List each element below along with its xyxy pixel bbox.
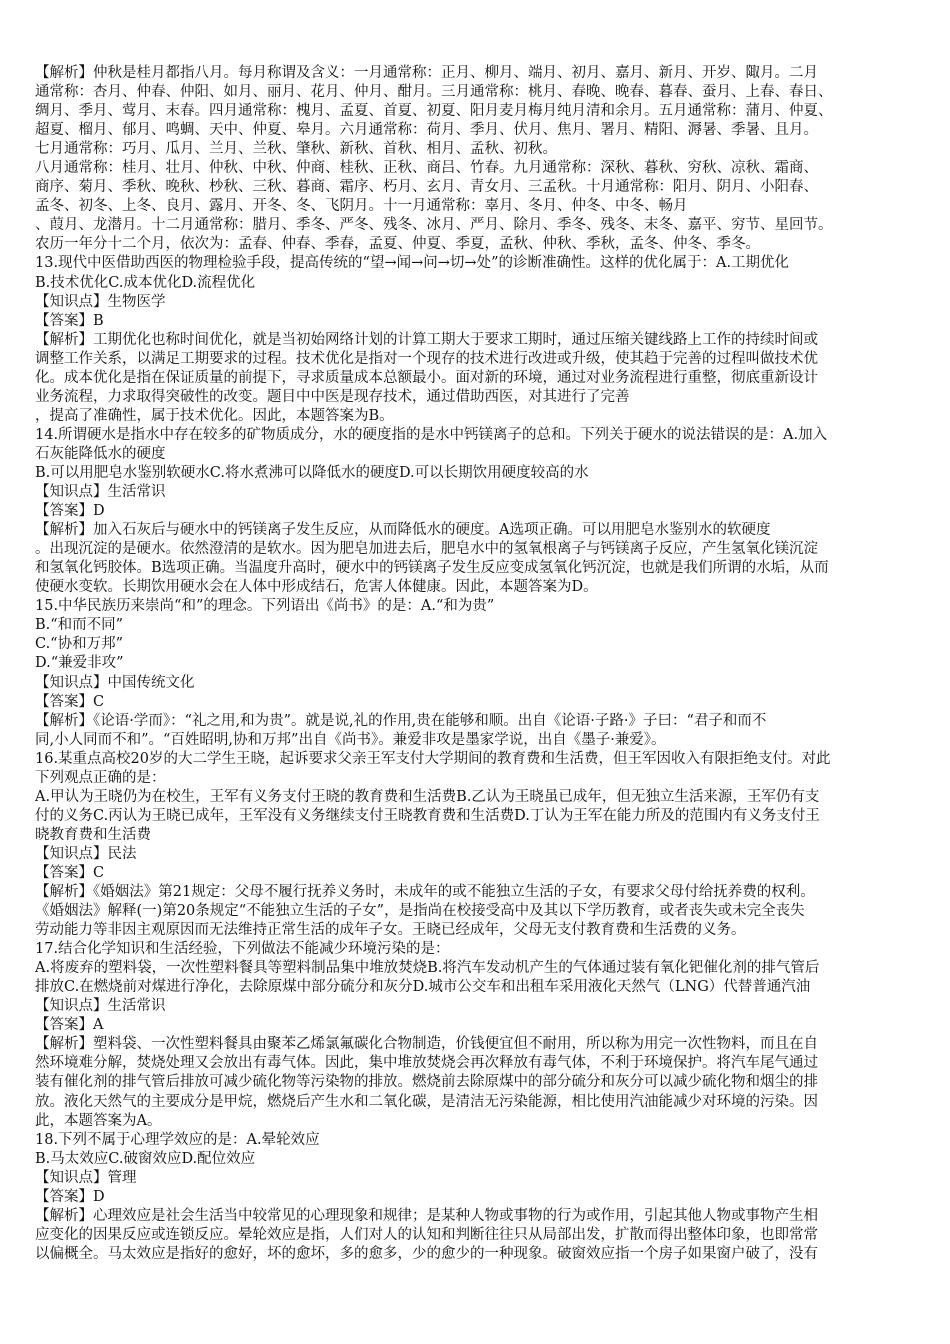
question-13-answer: 【答案】B bbox=[35, 312, 104, 329]
text-line: 放。液化天然气的主要成分是甲烷，燃烧后产生水和二氧化碳，是清洁无污染能源，相比使用汽油能减少对环境的污染。因 bbox=[35, 1093, 818, 1110]
text-line: 同,小人同而不和”。“百姓昭明,协和万邦”出自《尚书》。兼爱非攻是墨家学说，出自《墨子·兼爱》。 bbox=[35, 731, 666, 748]
text-line: 调整工作关系，以满足工期要求的过程。技术优化是指对一个现存的技术进行改进或升级，使其趋于完善的过程叫做技术优 bbox=[35, 350, 818, 367]
text-line: 应变化的因果反应或连锁反应。晕轮效应是指，人们对人的认知和判断往往只从局部出发，扩散而得出整体印象，也即常常 bbox=[35, 1226, 818, 1243]
question-17-stem: 17.结合化学知识和生活经验，下列做法不能减少环境污染的是： bbox=[35, 941, 450, 958]
text-line: 【解析】心理效应是社会生活当中较常见的心理现象和规律；是某种人物或事物的行为或作用，引起其他人物或事物产生相 bbox=[35, 1207, 818, 1224]
question-17-knowledge: 【知识点】生活常识 bbox=[35, 998, 166, 1015]
text-line: 超夏、榴月、郁月、鸣蜩、天中、仲夏、皋月。六月通常称：荷月、季月、伏月、焦月、署月、精阳、溽暑、季暑、且月。 bbox=[35, 122, 818, 139]
text-line: 商序、菊月、季秋、晚秋、杪秋、三秋、暮商、霜序、朽月、玄月、青女月、三孟秋。十月通常称：阳月、阴月、小阳春、 bbox=[35, 179, 818, 196]
question-18-options: B.马太效应C.破窗效应D.配位效应 bbox=[35, 1150, 256, 1167]
text-line: 【解析】工期优化也称时间优化，就是当初始网络计划的计算工期大于要求工期时，通过压缩关键线路上工作的持续时间或 bbox=[35, 331, 818, 348]
text-line: 和氢氧化钙胶体。B选项正确。当温度升高时，硬水中的钙镁离子发生反应变成氢氧化钙沉淀，也就是我们所谓的水垢，从而 bbox=[35, 560, 829, 577]
text-line: 【解析】《婚姻法》第21规定：父母不履行抚养义务时，未成年的或不能独立生活的子女，有要求父母付给抚养费的权利。 bbox=[35, 884, 815, 901]
text-line: 【解析】《论语·学而》：“礼之用,和为贵”。就是说,礼的作用,贵在能够和顺。出自《论语·子路·》子曰：“君子和而不 bbox=[35, 712, 767, 729]
text-line: 晓教育费和生活费 bbox=[35, 826, 151, 843]
text-line: 劳动能力等非因主观原因而无法维持正常生活的成年子女。王晓已经成年，父母无支付教育费和生活费的义务。 bbox=[35, 922, 746, 939]
text-line: 以偏概全。马太效应是指好的愈好，坏的愈坏，多的愈多，少的愈少的一种现象。破窗效应指一个房子如果窗户破了，没有 bbox=[35, 1245, 818, 1262]
question-16-answer: 【答案】C bbox=[35, 864, 105, 881]
question-15-option-c: C.“协和万邦” bbox=[35, 636, 124, 653]
text-line: 、葭月、龙潜月。十二月通常称：腊月、季冬、严冬、残冬、冰月、严月、除月、季冬、残冬、末冬、嘉平、穷节、星回节。 bbox=[35, 217, 833, 234]
text-line: 。出现沉淀的是硬水。依然澄清的是软水。因为肥皂加进去后，肥皂水中的氢氧根离子与钙镁离子反应，产生氢氧化镁沉淀 bbox=[35, 541, 818, 558]
question-13-options: B.技术优化C.成本优化D.流程优化 bbox=[35, 274, 256, 291]
question-18-stem: 18.下列不属于心理学效应的是：A.晕轮效应 bbox=[35, 1131, 320, 1148]
question-14-stem: 14.所谓硬水是指水中存在较多的矿物质成分，水的硬度指的是水中钙镁离子的总和。下列关于硬水的说法错误的是：A.加入 bbox=[35, 426, 828, 443]
text-line: 【解析】仲秋是桂月都指八月。每月称谓及含义：一月通常称：正月、柳月、端月、初月、嘉月、新月、开岁、陬月。二月 bbox=[35, 65, 818, 81]
question-13-stem: 13.现代中医借助西医的物理检验手段，提高传统的“望→闻→问→切→处”的诊断准确性。这样的优化属于：A.工期优化 bbox=[35, 255, 790, 272]
text-line: 农历一年分十二个月，依次为：孟春、仲春、季春，孟夏、仲夏、季夏，孟秋、仲秋、季秋，孟冬、仲冬、季冬。 bbox=[35, 236, 760, 253]
text-line: 七月通常称：巧月、瓜月、兰月、兰秋、肇秋、新秋、首秋、相月、孟秋、初秋。 bbox=[35, 141, 557, 158]
question-15-stem: 15.中华民族历来崇尚“和”的理念。下列语出《尚书》的是：A.“和为贵” bbox=[35, 598, 495, 615]
question-14-options: B.可以用肥皂水鉴别软硬水C.将水煮沸可以降低水的硬度D.可以长期饮用硬度较高的水 bbox=[35, 464, 589, 481]
text-line: 排放C.在燃烧前对煤进行净化，去除原煤中部分硫分和灰分D.城市公交车和出租车采用液化天然气（LNG）代替普通汽油 bbox=[35, 979, 811, 996]
question-17-answer: 【答案】A bbox=[35, 1017, 104, 1034]
text-line: 装有催化剂的排气管后排放可减少硫化物等污染物的排放。燃烧前去除原煤中的部分硫分和灰分可以减少硫化物和烟尘的排 bbox=[35, 1074, 818, 1091]
question-17-options: A.将废弃的塑料袋，一次性塑料餐具等塑料制品集中堆放焚烧B.将汽车发动机产生的气体通过装有氧化钯催化剂的排气管后 bbox=[35, 960, 820, 977]
question-14-knowledge: 【知识点】生活常识 bbox=[35, 484, 166, 501]
question-16-stem: 16.某重点高校20岁的大二学生王晓，起诉要求父亲王军支付大学期间的教育费和生活费，但王军因收入有限拒绝支付。对此 bbox=[35, 750, 831, 767]
text-line: 业务流程，力求取得突破性的改变。题目中中医是现存技术，通过借助西医，对其进行了完善 bbox=[35, 388, 630, 405]
text-line: 绸月、季月、莺月、末春。四月通常称：槐月、孟夏、首夏、初夏、阳月麦月梅月纯月清和余月。五月通常称：蒲月、仲夏、 bbox=[35, 103, 833, 120]
text-line: 通常称：杏月、仲春、仲阳、如月、丽月、花月、仲月、酣月。三月通常称：桃月、春晚、晚春、暮春、蚕月、上春、春日、 bbox=[35, 84, 833, 101]
text-line: 【解析】塑料袋、一次性塑料餐具由聚苯乙烯氯氟碳化合物制造，价钱便宜但不耐用，所以称为用完一次性物料，而且在自 bbox=[35, 1036, 818, 1053]
question-13-knowledge: 【知识点】生物医学 bbox=[35, 293, 166, 310]
question-18-knowledge: 【知识点】管理 bbox=[35, 1169, 137, 1186]
text-line: 此，本题答案为A。 bbox=[35, 1112, 162, 1129]
text-line: 然环境难分解，焚烧处理又会放出有毒气体。因此，集中堆放焚烧会再次释放有毒气体，不利于环境保护。将汽车尾气通过 bbox=[35, 1055, 818, 1072]
question-15-option-b: B.“和而不同” bbox=[35, 617, 124, 634]
question-14-answer: 【答案】D bbox=[35, 503, 105, 520]
question-15-knowledge: 【知识点】中国传统文化 bbox=[35, 674, 195, 691]
question-18-answer: 【答案】D bbox=[35, 1188, 105, 1205]
text-line: 石灰能降低水的硬度 bbox=[35, 445, 166, 462]
text-line: 八月通常称：桂月、壮月、仲秋、中秋、仲商、桂秋、正秋、商吕、竹春。九月通常称：深秋、暮秋、穷秋、凉秋、霜商、 bbox=[35, 160, 818, 177]
text-line: 使硬水变软。长期饮用硬水会在人体中形成结石，危害人体健康。因此，本题答案为D。 bbox=[35, 579, 598, 596]
text-line: 《婚姻法》解释(一)第20条规定“不能独立生活的子女”，是指尚在校接受高中及其以下学历教育，或者丧失或未完全丧失 bbox=[35, 903, 805, 920]
text-line: 付的义务C.丙认为王晓已成年，王军没有义务继续支付王晓教育费和生活费D.丁认为王军在能力所及的范围内有义务支付王 bbox=[35, 807, 820, 824]
text-line: 孟冬、初冬、上冬、良月、露月、开冬、冬、飞阴月。十一月通常称：辜月、冬月、仲冬、中冬、畅月 bbox=[35, 198, 688, 215]
question-15-option-d: D.“兼爱非攻” bbox=[35, 655, 124, 672]
text-line: 下列观点正确的是： bbox=[35, 769, 166, 786]
question-16-knowledge: 【知识点】民法 bbox=[35, 845, 137, 862]
question-16-options: A.甲认为王晓仍为在校生，王军有义务支付王晓的教育费和生活费B.乙认为王晓虽已成年，但无独立生活来源，王军仍有支 bbox=[35, 788, 820, 805]
text-line: 【解析】加入石灰后与硬水中的钙镁离子发生反应，从而降低水的硬度。A选项正确。可以用肥皂水鉴别水的软硬度 bbox=[35, 522, 771, 539]
text-line: ，提高了准确性，属于技术优化。因此，本题答案为B。 bbox=[35, 407, 394, 424]
text-line: 化。成本优化是指在保证质量的前提下，寻求质量成本总额最小。面对新的环境，通过对业务流程进行重整，彻底重新设计 bbox=[35, 369, 818, 386]
question-15-answer: 【答案】C bbox=[35, 693, 105, 710]
